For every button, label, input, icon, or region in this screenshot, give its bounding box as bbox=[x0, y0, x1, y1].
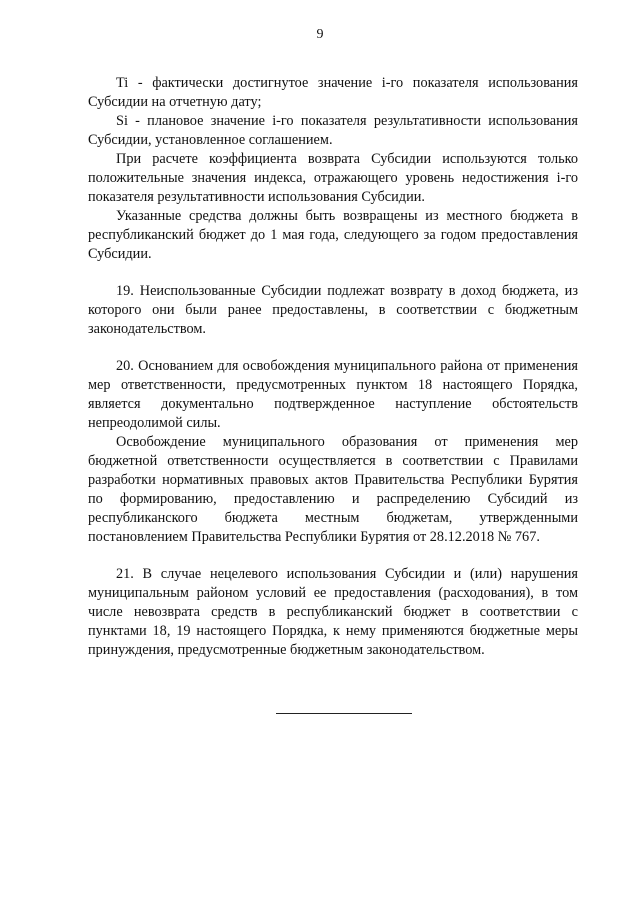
closing-divider-line bbox=[276, 713, 412, 714]
paragraph-ti-definition: Ti - фактически достигнутое значение i-го показателя использования Субсидии на отчетную дату; bbox=[88, 75, 578, 110]
paragraph-item-20: 20. Основанием для освобождения муниципального района от применения мер ответственности, предусмотренных пунктом 18 настоящего Порядка, является документально подтвержденное наступление обстоятельств непреодолимой силы. bbox=[88, 358, 578, 431]
paragraph-return-deadline: Указанные средства должны быть возвращены из местного бюджета в республиканский бюджет до 1 мая года, следующего за годом предоставления Субсидии. bbox=[88, 208, 578, 262]
paragraph-return-coefficient: При расчете коэффициента возврата Субсидии используются только положительные значения индекса, отражающего уровень недостижения i-го показателя результативности использования Субсидии. bbox=[88, 151, 578, 205]
paragraph-item-21: 21. В случае нецелевого использования Субсидии и (или) нарушения муниципальным районом условий ее предоставления (расходования), в том числе невозврата средств в республиканский бюджет в соответствии с пунктами 18, 19 настоящего Порядка, к нему применяются бюджетные меры принуждения, предусмотренные бюджетным законодательством. bbox=[88, 566, 578, 658]
paragraph-item-19: 19. Неиспользованные Субсидии подлежат возврату в доход бюджета, из которого они были ранее предоставлены, в соответствии с бюджетным законодательством. bbox=[88, 283, 578, 337]
document-body bbox=[88, 74, 578, 660]
paragraph-si-definition: Si - плановое значение i-го показателя результативности использования Субсидии, установленное соглашением. bbox=[88, 113, 578, 148]
page-number: 9 bbox=[316, 27, 324, 42]
paragraph-exemption: Освобождение муниципального образования от применения мер бюджетной ответственности осуществляется в соответствии с Правилами разработки нормативных правовых актов Правительства Республики Бурятия по формированию, предоставлению и распределению Субсидий из республиканского бюджета местным бюджетам, утвержденными постановлением Правительства Республики Бурятия от 28.12.2018 № 767. bbox=[88, 434, 578, 545]
